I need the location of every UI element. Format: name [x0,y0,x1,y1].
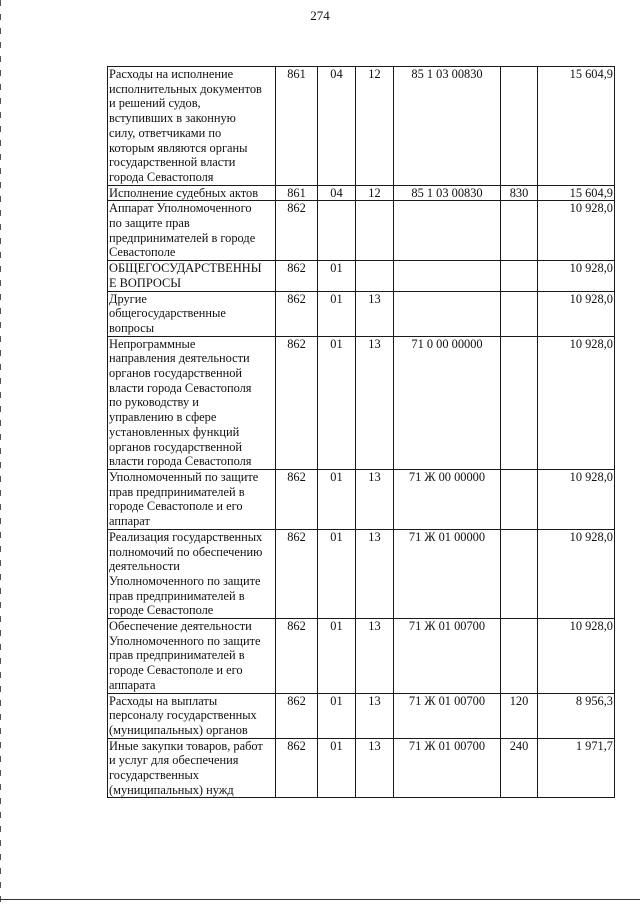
cell-target-article: 71 Ж 01 00700 [394,738,501,798]
cell-section-code: 01 [318,738,356,798]
name-line: установленных функций [109,424,240,439]
cell-ministry-code: 862 [276,336,318,469]
name-line: по руководству и [109,395,199,410]
cell-expense-type [501,261,538,291]
name-line: власти города Севастополя [109,454,252,469]
page-number: 274 [310,8,330,23]
cell-expense-type [501,201,538,261]
cell-name [108,261,276,291]
name-line: органов государственной [109,366,243,381]
cell-name [108,336,276,469]
cell-name [108,67,276,186]
cell-target-article: 71 Ж 00 00000 [394,469,501,529]
name-line: Реализация государственных [109,529,263,544]
cell-amount: 10 928,0 [538,469,615,529]
cell-subsection-code: 13 [356,469,394,529]
cell-ministry-code: 861 [276,185,318,201]
cell-ministry-code: 862 [276,693,318,738]
name-line: ОБЩЕГОСУДАРСТВЕННЫ [109,261,262,276]
cell-subsection-code: 12 [356,185,394,201]
cell-target-article: 71 0 00 00000 [394,336,501,469]
table-row [108,336,615,469]
name-line: Исполнение судебных актов [109,185,259,200]
name-line: и решений судов, [109,96,201,111]
name-line: Обеспечение деятельности [109,619,252,634]
cell-subsection-code: 13 [356,336,394,469]
name-line: общегосударственные [109,306,226,321]
cell-section-code [318,201,356,261]
cell-section-code: 01 [318,469,356,529]
table-row [108,201,615,261]
cell-amount: 8 956,3 [538,693,615,738]
cell-amount: 10 928,0 [538,291,615,336]
cell-target-article: 85 1 03 00830 [394,67,501,186]
name-line: Севастополе [109,245,176,260]
cell-subsection-code [356,261,394,291]
cell-subsection-code: 12 [356,67,394,186]
cell-section-code: 01 [318,291,356,336]
cell-section-code: 01 [318,261,356,291]
cell-name [108,185,276,201]
cell-target-article: 71 Ж 01 00700 [394,693,501,738]
table-row [108,291,615,336]
table-row [108,185,615,201]
cell-section-code: 04 [318,67,356,186]
name-line: власти города Севастополя [109,380,252,395]
cell-expense-type [501,67,538,186]
name-line: прав предпринимателей в [109,484,245,499]
name-line: управлению в сфере [109,410,217,425]
name-line: Уполномоченного по защите [109,573,261,588]
name-line: городе Севастополе [109,603,214,618]
cell-name [108,529,276,618]
table-row [108,67,615,186]
table-row [108,738,615,798]
cell-subsection-code: 13 [356,693,394,738]
cell-expense-type [501,619,538,694]
name-line: Аппарат Уполномоченного [109,201,252,216]
cell-ministry-code: 862 [276,469,318,529]
name-line: которым являются органы [109,140,248,155]
scan-left-edge [0,0,1,905]
cell-target-article: 71 Ж 01 00700 [394,619,501,694]
name-line: деятельности [109,559,180,574]
cell-subsection-code: 13 [356,291,394,336]
cell-subsection-code: 13 [356,619,394,694]
cell-section-code: 01 [318,619,356,694]
table-row [108,693,615,738]
name-line: государственных [109,768,200,783]
cell-name [108,201,276,261]
cell-ministry-code: 862 [276,291,318,336]
cell-target-article [394,201,501,261]
name-line: Уполномоченного по защите [109,633,261,648]
cell-target-article: 71 Ж 01 00000 [394,529,501,618]
name-line: прав предпринимателей в [109,648,245,663]
cell-subsection-code: 13 [356,529,394,618]
budget-table-body [108,67,615,798]
name-line: (муниципальных) нужд [109,782,234,797]
name-line: Уполномоченный по защите [109,469,259,484]
cell-expense-type [501,291,538,336]
cell-section-code: 01 [318,693,356,738]
name-line: Иные закупки товаров, работ [109,738,263,753]
cell-name [108,693,276,738]
cell-name [108,738,276,798]
name-line: по защите прав [109,216,190,231]
cell-amount: 15 604,9 [538,67,615,186]
cell-ministry-code: 862 [276,201,318,261]
cell-expense-type: 120 [501,693,538,738]
cell-amount: 10 928,0 [538,201,615,261]
name-line: предпринимателей в городе [109,230,256,245]
table-row [108,261,615,291]
name-line: и услуг для обеспечения [109,753,239,768]
cell-subsection-code: 13 [356,738,394,798]
cell-amount: 15 604,9 [538,185,615,201]
cell-expense-type [501,336,538,469]
name-line: персоналу государственных [109,708,257,723]
name-line: государственной власти [109,155,236,170]
cell-name [108,291,276,336]
cell-amount: 1 971,7 [538,738,615,798]
cell-ministry-code: 862 [276,738,318,798]
name-line: аппарата [109,677,156,692]
cell-amount: 10 928,0 [538,529,615,618]
name-line: городе Севастополе и его [109,663,243,678]
name-line: вопросы [109,320,155,335]
cell-ministry-code: 862 [276,529,318,618]
cell-ministry-code: 861 [276,67,318,186]
cell-name [108,619,276,694]
name-line: направления деятельности [109,351,250,366]
cell-target-article [394,291,501,336]
name-line: (муниципальных) органов [109,722,248,737]
cell-expense-type [501,529,538,618]
table-row [108,469,615,529]
name-line: исполнительных документов [109,81,262,96]
name-line: Е ВОПРОСЫ [109,275,182,290]
scan-bottom-line [0,899,640,900]
budget-table [107,66,615,798]
cell-target-article [394,261,501,291]
cell-ministry-code: 862 [276,261,318,291]
name-line: городе Севастополе и его [109,499,243,514]
cell-expense-type: 240 [501,738,538,798]
table-row [108,619,615,694]
name-line: силу, ответчиками по [109,125,222,140]
name-line: Другие [109,291,147,306]
cell-section-code: 01 [318,336,356,469]
name-line: города Севастополя [109,169,214,184]
cell-target-article: 85 1 03 00830 [394,185,501,201]
name-line: прав предпринимателей в [109,588,245,603]
cell-ministry-code: 862 [276,619,318,694]
cell-amount: 10 928,0 [538,336,615,469]
cell-amount: 10 928,0 [538,619,615,694]
name-line: вступивших в законную [109,111,236,126]
cell-section-code: 04 [318,185,356,201]
name-line: органов государственной [109,439,243,454]
cell-expense-type [501,469,538,529]
table-row [108,529,615,618]
name-line: аппарат [109,514,150,529]
name-line: Непрограммные [109,336,196,351]
cell-subsection-code [356,201,394,261]
cell-amount: 10 928,0 [538,261,615,291]
name-line: Расходы на выплаты [109,693,218,708]
cell-name [108,469,276,529]
cell-section-code: 01 [318,529,356,618]
name-line: полномочий по обеспечению [109,544,263,559]
cell-expense-type: 830 [501,185,538,201]
name-line: Расходы на исполнение [109,67,234,81]
